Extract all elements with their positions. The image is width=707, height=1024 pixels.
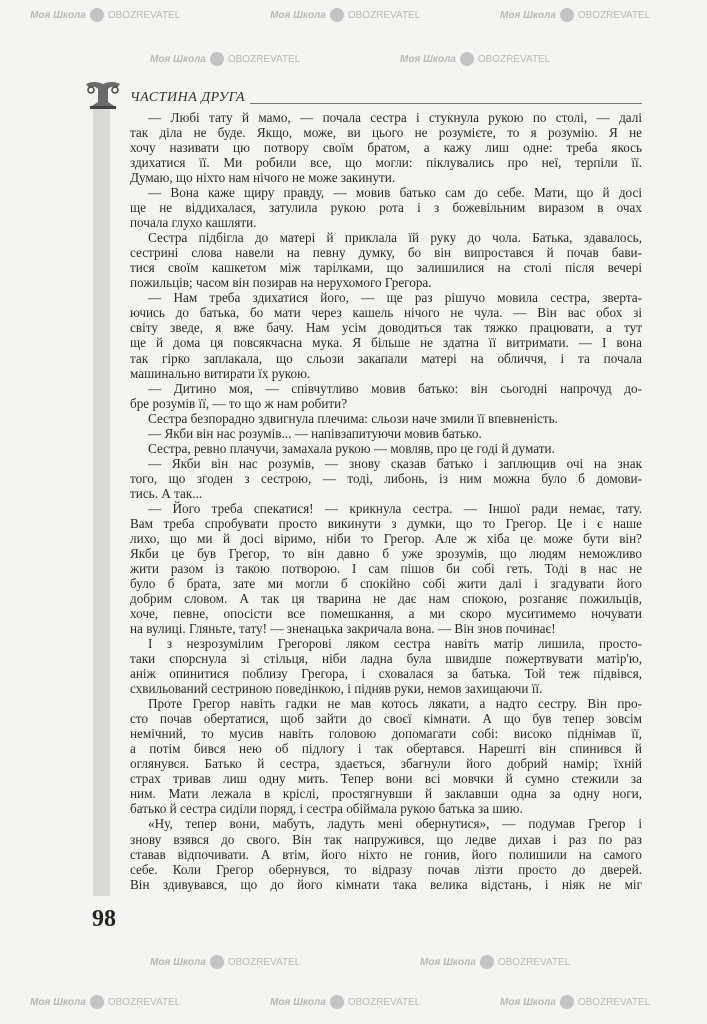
text-line: таки спорснула зі стільця, ніби ладна була швидше пожертвувати матір'ю,: [130, 651, 642, 667]
watermark: [420, 955, 570, 969]
margin-bar: [93, 104, 110, 896]
watermark: [30, 8, 180, 22]
text-line: оглянувся. Батько й сестра, здається, збагнули його добрий намір; їхній: [130, 756, 642, 772]
watermark: [150, 52, 300, 66]
text-line: Сестра безпорадно здвигнула плечима: сльози наче змили її впевненість.: [148, 410, 558, 426]
text-line: ним. Мати лежала в кріслі, простягнувши й заклавши одна за одну ноги,: [130, 786, 642, 802]
text-line: схвильований сестриною поведінкою, і підняв руки, немов захищаючи її.: [130, 681, 543, 697]
watermark: [150, 955, 300, 969]
text-line: бре розумів її, — то що ж нам робити?: [130, 395, 348, 411]
obozrevatel-logo-icon: [330, 8, 344, 22]
watermark-partner: OBOZREVATEL: [497, 956, 571, 968]
text-line: батько й сестра сиділи поряд, і сестра обіймала рукою батька за шию.: [130, 801, 523, 817]
text-line: — Його треба спекатися! — крикнула сестра. — Іншої ради немає, тату.: [148, 500, 642, 516]
obozrevatel-logo-icon: [210, 955, 224, 969]
paragraph: [130, 456, 642, 501]
text-line: а потім бився нею об підлогу і так обертався. Нарешті він спинився й: [130, 741, 642, 757]
paragraph: [130, 411, 642, 426]
text-line: Він здивувався, що до його кімнати така велика відстань, і ніяк не міг: [130, 876, 642, 892]
text-line: Проте Грегор навіть гадки не мав котось лякати, а надто сестру. Він про-: [148, 696, 642, 712]
text-line: ще й дома ця повсякчасна мука. Я більше не здатна її витримати. — І вона: [130, 335, 642, 351]
obozrevatel-logo-icon: [480, 955, 494, 969]
watermark-brand: Моя Школа: [500, 996, 556, 1008]
paragraph: [130, 441, 642, 456]
text-line: тися своїм кашкетом між тарілками, що залишилися на столі після вечері: [130, 260, 642, 276]
text-line: — Якби він нас розумів... — напівзапитуючи мовив батько.: [148, 425, 482, 441]
text-line: на вулиці. Гляньте, тату! — зненацька закричала вона. — Він знов починає!: [130, 621, 556, 637]
paragraph: [130, 110, 642, 185]
watermark: [30, 995, 180, 1009]
paragraph: [130, 290, 642, 380]
page-number: 98: [92, 906, 116, 932]
text-line: хочу називати цю потвору своїм братом, а кажу лиш одне: треба якось: [130, 140, 642, 156]
column-capital-icon: [84, 80, 122, 110]
text-line: машинально витирати їх рукою.: [130, 365, 311, 381]
watermark-brand: Моя Школа: [30, 9, 86, 21]
text-line: Думаю, що ніхто нам нічого не може закинути.: [130, 170, 396, 186]
text-line: світу зведе, я вже бачу. Нам усім доводиться так тяжко працювати, а тут: [130, 320, 642, 336]
watermark: [500, 995, 650, 1009]
watermark-brand: Моя Школа: [500, 9, 556, 21]
obozrevatel-logo-icon: [460, 52, 474, 66]
text-line: — Дитино моя, — співчутливо мовив батько: він сьогодні напрочуд до-: [148, 380, 642, 396]
text-line: ючись до батька, бо мати через кашель нічого не чула. — Він вас обох зі: [130, 305, 642, 321]
text-line: так діла не буде. Якщо, може, ви цього не розумієте, то я розумію. Я не: [130, 125, 642, 141]
text-line: того, що згоден з сестрою, — тоді, либонь, із ним можна було б домови-: [130, 470, 642, 486]
paragraph: [130, 696, 642, 816]
watermark-brand: Моя Школа: [150, 956, 206, 968]
text-line: жити разом із такою потворою. І сам пішов би собі геть. Тоді в нас не: [130, 560, 642, 576]
text-line: добрим словом. А так ця тварина не дає нам спокою, розганяє пожильців,: [130, 591, 642, 606]
text-line: Якби це був Грегор, то він давно б уже зрозумів, що людям неможливо: [130, 545, 642, 561]
section-title: ЧАСТИНА ДРУГА: [130, 90, 246, 105]
text-line: пожильців; часом він позирав на нерухомого Грегора.: [130, 275, 432, 291]
obozrevatel-logo-icon: [90, 8, 104, 22]
watermark-brand: Моя Школа: [270, 9, 326, 21]
watermark-brand: Моя Школа: [150, 53, 206, 65]
watermark: [270, 995, 420, 1009]
text-line: Сестра підбігла до матері й приклала їй руку до чола. Батька, здавалось,: [148, 230, 642, 246]
paragraph: [130, 230, 642, 290]
obozrevatel-logo-icon: [560, 8, 574, 22]
watermark: [400, 52, 550, 66]
text-line: сестрині слова навели на певну думку, бо він випростався й почав бави-: [130, 245, 642, 261]
paragraph: [130, 185, 642, 230]
paragraph: [130, 501, 642, 636]
text-line: — Вона каже щиру правду, — мовив батько сам до себе. Мати, що й досі: [148, 185, 642, 201]
obozrevatel-logo-icon: [210, 52, 224, 66]
text-line: почала глухо кашляти.: [130, 215, 257, 231]
text-line: страх тривав лиш одну мить. Тепер вони всі мовчки й сумно стежили за: [130, 771, 642, 787]
text-line: так гірко заплакала, що сльози закапали матері на обличчя, і та почала: [130, 350, 642, 366]
watermark-brand: Моя Школа: [30, 996, 86, 1008]
watermark-partner: OBOZREVATEL: [577, 996, 651, 1008]
obozrevatel-logo-icon: [560, 995, 574, 1009]
watermark-brand: Моя Школа: [270, 996, 326, 1008]
header-rule: [250, 103, 642, 104]
paragraph: [130, 636, 642, 696]
text-line: Сестра, ревно плачучи, замахала рукою — мовляв, про це годі й думати.: [148, 440, 555, 456]
text-line: ще не віддихалася, затулила рукою рота і з божевільним виразом в очах: [130, 200, 642, 216]
text-line: лихо, що ми й досі віримо, ніби то Грегор. Але ж хіба це може бути він?: [130, 530, 642, 546]
text-line: «Ну, тепер вони, мабуть, ладуть мені обернутися», — подумав Грегор і: [148, 816, 642, 832]
text-line: І з незрозумілим Грегорові ляком сестра навіть матір лишила, просто-: [148, 636, 642, 652]
text-line: немічний, то мусив навіть головою допомагати собі: високо піднімав її,: [130, 726, 642, 742]
watermark-partner: OBOZREVATEL: [107, 996, 181, 1008]
watermark-partner: OBOZREVATEL: [577, 9, 651, 21]
paragraph: [130, 381, 642, 411]
paragraph: [130, 426, 642, 441]
text-line: себе. Коли Грегор обернувся, то відразу почав лізти просто до дверей.: [130, 861, 642, 877]
obozrevatel-logo-icon: [330, 995, 344, 1009]
text-line: аніж опинитися поблизу Грегора, і сховалася за батька. Той теж підвівся,: [130, 666, 642, 682]
text-line: сто почав обертатися, щоб зайти до своєї кімнати. А що був тепер зовсім: [130, 711, 642, 727]
text-line: — Нам треба здихатися його, — ще раз рішучо мовила сестра, зверта-: [148, 290, 642, 306]
watermark-partner: OBOZREVATEL: [347, 996, 421, 1008]
text-line: знову взявся до свого. Він так напружився, що ледве дихав і раз по раз: [130, 831, 642, 847]
paragraph: [130, 816, 642, 891]
watermark-partner: OBOZREVATEL: [107, 9, 181, 21]
watermark-partner: OBOZREVATEL: [227, 53, 301, 65]
text-line: ставав відпочивати. А втім, його ніхто не гонив, його полишили на самого: [130, 846, 642, 862]
text-line: здихатися її. Ми робили все, що могли: піклувались про неї, терпіли її.: [130, 155, 642, 171]
watermark-partner: OBOZREVATEL: [347, 9, 421, 21]
text-line: Вам треба спробувати просто викинути з думки, що то Грегор. Це і є наше: [130, 515, 642, 531]
watermark-brand: Моя Школа: [420, 956, 476, 968]
obozrevatel-logo-icon: [90, 995, 104, 1009]
watermark: [500, 8, 650, 22]
text-line: тись. А так...: [130, 485, 203, 501]
text-line: — Якби він нас розумів, — знову сказав батько і заплющив очі на знак: [148, 455, 642, 471]
watermark-partner: OBOZREVATEL: [227, 956, 301, 968]
watermark: [270, 8, 420, 22]
body-text: [130, 110, 642, 892]
watermark-partner: OBOZREVATEL: [477, 53, 551, 65]
text-line: хоче, певне, опосісти все помешкання, а ми скоро муситимемо ночувати: [130, 606, 642, 622]
watermark-brand: Моя Школа: [400, 53, 456, 65]
text-line: було б брата, зате ми могли б спокійно собі жити далі і згадувати його: [130, 575, 642, 591]
text-line: — Любі тату й мамо, — почала сестра і стукнула рукою по столі, — далі: [148, 110, 642, 125]
